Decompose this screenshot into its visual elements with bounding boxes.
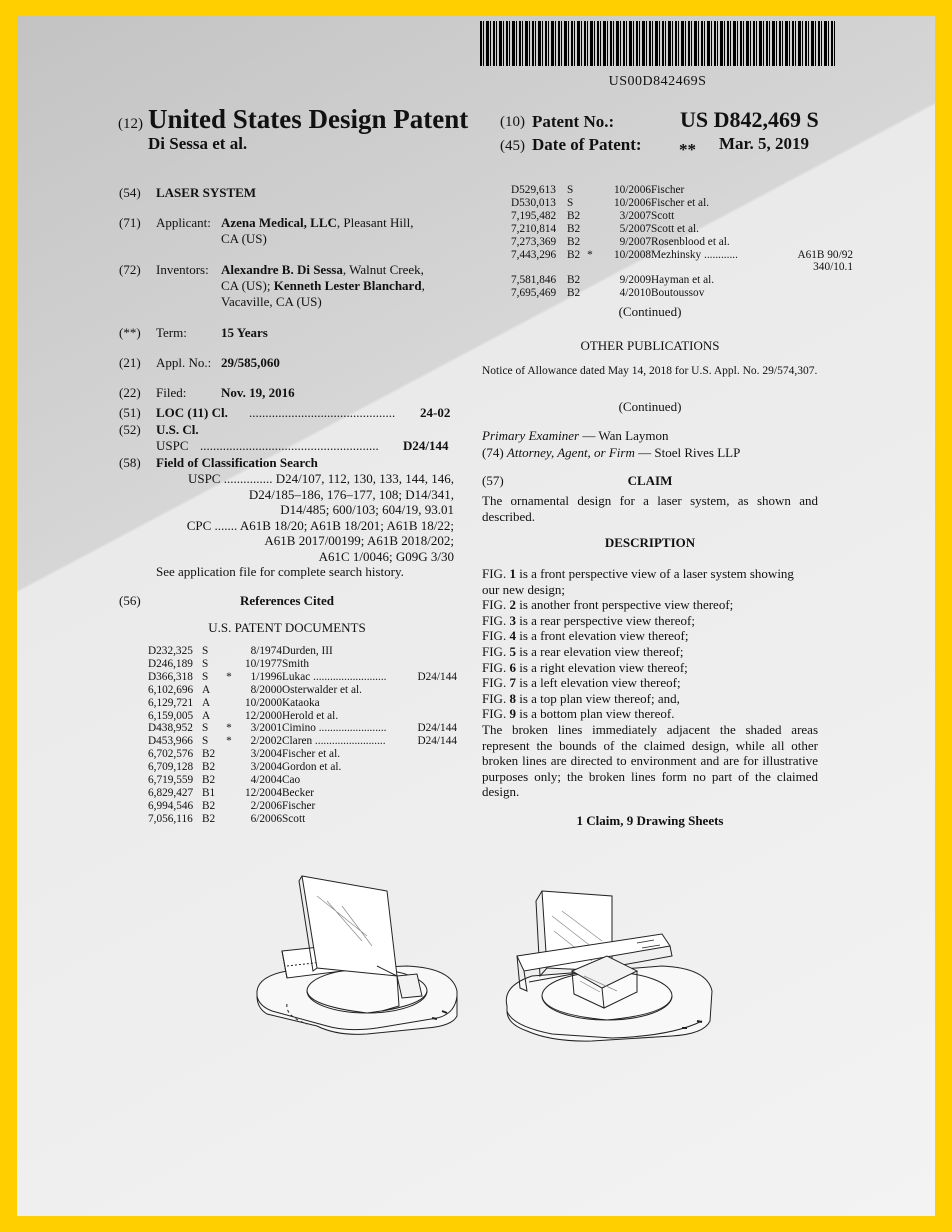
ref-number: 6,129,721	[148, 696, 194, 709]
ref-name: Osterwalder et al.	[282, 683, 362, 696]
ref-name: Cimino ........................	[282, 722, 387, 735]
ref-star	[585, 274, 595, 287]
ref-number: D232,325	[148, 645, 193, 657]
ref-date: 8/1974	[250, 645, 282, 657]
date-code: (45)	[500, 138, 525, 154]
ref-star	[585, 236, 595, 249]
us-ref-row	[148, 787, 457, 800]
examiner-line	[482, 428, 668, 444]
ref-date: 1/1996	[250, 670, 282, 683]
ref-kind: B2	[202, 761, 216, 774]
ref-name: Fischer et al.	[651, 196, 710, 209]
uscl-code: (52)	[119, 422, 141, 437]
ref-date: 9/2007	[619, 235, 651, 248]
fig-text: is a left elevation view thereof;	[515, 675, 681, 691]
ref-class	[412, 787, 457, 800]
us-ref-row	[148, 697, 457, 710]
ref-number: 7,056,116	[148, 812, 193, 825]
ref-name: Fischer et al.	[282, 748, 341, 761]
ref-date: 6/2006	[250, 812, 282, 825]
ref-kind: S	[202, 722, 209, 735]
ref-star	[220, 684, 238, 697]
fig-text: is a rear elevation view thereof;	[515, 643, 684, 659]
ref-date: 10/2006	[613, 184, 651, 196]
fig-prefix: FIG.	[482, 612, 510, 628]
ref-date: 12/2000	[244, 709, 282, 722]
us-ref-row	[148, 658, 457, 671]
ref-star	[220, 787, 238, 800]
filed-label: Filed:	[156, 385, 187, 400]
figure-item	[482, 660, 822, 676]
patent-title: LASER SYSTEM	[156, 185, 257, 200]
ref-star	[585, 197, 595, 210]
ref-star	[585, 223, 595, 236]
inventor-2-name: Kenneth Lester Blanchard	[273, 278, 422, 293]
ref-class	[793, 210, 853, 223]
ref-date: 3/2004	[250, 748, 282, 761]
ref-kind: B2	[567, 222, 581, 235]
applicant-loc2: CA (US)	[221, 231, 267, 246]
ref-kind: S	[202, 657, 209, 670]
ref-kind: B2	[202, 774, 216, 787]
ref-name: Scott	[651, 209, 675, 222]
ref-kind: B2	[567, 248, 581, 261]
ref-star	[220, 658, 238, 671]
field-line-1: D24/185–186, 176–177, 108; D14/341,	[248, 487, 454, 502]
ref-star	[585, 210, 595, 223]
fig-prefix: FIG.	[482, 628, 510, 644]
ref-name: Mezhinsky ............	[651, 248, 738, 261]
ref-star	[220, 645, 238, 658]
ref-name: Rosenblood et al.	[651, 235, 730, 248]
ref-name: Kataoka	[282, 696, 320, 709]
ref-date: 5/2007	[619, 222, 651, 235]
field-line-4: A61B 2017/00199; A61B 2018/202;	[264, 533, 454, 548]
ref-number: D530,013	[511, 196, 556, 209]
date-marker: **	[679, 140, 696, 159]
ref-class: D24/144	[417, 722, 457, 735]
more-ref-row	[511, 287, 853, 300]
ref-class	[412, 800, 457, 813]
ref-kind: A	[202, 709, 211, 722]
field-line-3: CPC ....... A61B 18/20; A61B 18/201; A61B 18/22;	[186, 518, 454, 533]
figure-item	[482, 644, 822, 660]
fig-number: 2	[509, 597, 516, 613]
more-ref-row	[511, 261, 853, 274]
examiner-name: — Wan Laymon	[579, 428, 669, 443]
figure-item	[482, 613, 822, 629]
ref-class	[793, 236, 853, 249]
fig-prefix: FIG.	[482, 675, 510, 691]
ref-kind: B1	[202, 786, 216, 799]
fig-prefix: FIG.	[482, 706, 510, 722]
ref-date: 4/2010	[619, 287, 651, 300]
inventors-label: Inventors:	[156, 262, 209, 277]
uscl-label: U.S. Cl.	[156, 422, 199, 437]
ref-class	[412, 645, 457, 658]
us-ref-row	[148, 813, 457, 826]
ref-class	[412, 684, 457, 697]
loc-dots: .............................................	[249, 405, 396, 420]
uspc-dots: .......................................................	[200, 438, 379, 453]
ref-class: D24/144	[417, 735, 457, 748]
fig-text: is a bottom plan view thereof.	[515, 706, 675, 722]
ref-class	[412, 697, 457, 710]
patent-type: United States Design Patent	[148, 104, 469, 134]
fig-text: is a rear perspective view thereof;	[515, 612, 695, 628]
loc-value: 24-02	[420, 405, 451, 420]
laser-system-drawing-rear	[492, 856, 732, 1056]
ref-kind: S	[202, 735, 209, 748]
term-label: Term:	[156, 325, 187, 340]
us-ref-row	[148, 761, 457, 774]
ref-class	[412, 761, 457, 774]
figure-item	[482, 597, 822, 613]
ref-name: Durden, III	[282, 645, 333, 657]
us-ref-row	[148, 645, 457, 658]
us-ref-row	[148, 735, 457, 748]
inventor-2-sep: ,	[421, 278, 425, 293]
ref-star	[585, 261, 595, 274]
ref-number: D366,318	[148, 670, 193, 683]
attorney-line	[482, 445, 740, 461]
ref-date	[595, 261, 651, 274]
attorney-label: Attorney, Agent, or Firm	[506, 445, 635, 460]
broken-lines-text: The broken lines immediately adjacent the shaded areas represent the bounds of the claimed design, while all other broken lines are directed to environment and are for illustrative purposes only; the broken lines form no part of the claimed design.	[482, 722, 818, 800]
field-line-6: See application file for complete search history.	[156, 564, 404, 579]
ref-class: A61B 90/92	[797, 248, 853, 261]
ref-star	[220, 813, 238, 826]
laser-system-drawing-front	[247, 856, 487, 1056]
more-ref-row	[511, 210, 853, 223]
us-docs-label: U.S. PATENT DOCUMENTS	[208, 620, 366, 635]
us-ref-row	[148, 684, 457, 697]
ref-class	[412, 658, 457, 671]
fig-prefix: FIG.	[482, 566, 510, 581]
ref-name: Scott et al.	[651, 222, 700, 235]
patent-page	[17, 16, 935, 1216]
fig-text: is another front perspective view thereof;	[515, 597, 734, 613]
ref-star: *	[226, 735, 232, 748]
figure-item	[482, 628, 822, 644]
ref-number: 6,829,427	[148, 786, 194, 799]
ref-star: *	[587, 248, 593, 261]
ref-star	[220, 800, 238, 813]
term-code: (**)	[119, 325, 141, 340]
filed-date: Nov. 19, 2016	[221, 385, 295, 400]
field-line-5: A61C 1/0046; G09G 3/30	[318, 549, 454, 564]
ref-number: 7,210,814	[511, 222, 557, 235]
loc-code: (51)	[119, 405, 141, 420]
field-line-2: D14/485; 600/103; 604/19, 93.01	[280, 502, 454, 517]
field-label: Field of Classification Search	[156, 455, 318, 470]
attorney-code: (74)	[482, 445, 504, 460]
ref-number: 7,581,846	[511, 274, 557, 287]
fig-text: is a right elevation view thereof;	[515, 659, 688, 675]
refs-label: References Cited	[240, 593, 334, 608]
patent-no-label: Patent No.:	[532, 112, 615, 131]
notice-text: Notice of Allowance dated May 14, 2018 for U.S. Appl. No. 29/574,307.	[482, 365, 818, 377]
examiner-label: Primary Examiner	[482, 428, 580, 443]
ref-star	[220, 774, 238, 787]
applicant-name: Azena Medical, LLC	[221, 215, 337, 230]
ref-date: 10/1977	[244, 657, 282, 670]
ref-class	[412, 748, 457, 761]
ref-kind: A	[202, 696, 211, 709]
ref-date: 2/2002	[250, 735, 282, 748]
ref-kind: B2	[567, 274, 581, 287]
fig-text: is a front elevation view thereof;	[515, 628, 689, 644]
ref-class	[793, 287, 853, 300]
uspc-label: USPC	[156, 438, 189, 453]
ref-date: 3/2007	[619, 209, 651, 222]
loc-label: LOC (11) Cl.	[156, 405, 228, 420]
ref-name: Lukac ..........................	[282, 670, 387, 683]
ref-class	[793, 184, 853, 197]
applicant-loc: , Pleasant Hill,	[336, 215, 414, 230]
ref-number: D246,189	[148, 657, 193, 670]
inventor-1-country: CA (US);	[221, 278, 274, 293]
us-references-table	[148, 645, 457, 826]
ref-star	[220, 697, 238, 710]
more-ref-row	[511, 236, 853, 249]
ref-name: Hayman et al.	[651, 274, 715, 287]
inventors-short: Di Sessa et al.	[148, 134, 248, 153]
ref-name: Scott	[282, 812, 306, 825]
applicant-label: Applicant:	[156, 215, 211, 230]
us-ref-row	[148, 774, 457, 787]
ref-class: 340/10.1	[813, 261, 853, 274]
ref-star: *	[226, 670, 232, 683]
ref-number: D453,966	[148, 735, 193, 748]
claim-text: The ornamental design for a laser system, as shown and described.	[482, 493, 818, 524]
barcode-image	[480, 21, 835, 66]
us-ref-row	[148, 671, 457, 684]
applicant-code: (71)	[119, 215, 141, 230]
ref-name: Fischer	[651, 184, 685, 196]
appl-number: 29/585,060	[221, 355, 280, 370]
figure-item	[482, 566, 822, 582]
ref-date: 3/2001	[250, 722, 282, 735]
ref-date: 8/2000	[250, 683, 282, 696]
us-ref-row	[148, 800, 457, 813]
ref-class	[793, 223, 853, 236]
ref-number: 7,195,482	[511, 209, 557, 222]
field-code: (58)	[119, 455, 141, 470]
figure-item	[482, 582, 822, 598]
inventor-line-2	[221, 278, 425, 294]
ref-number: 6,994,546	[148, 799, 194, 812]
ref-kind: S	[567, 184, 574, 196]
ref-number: 6,709,128	[148, 761, 194, 774]
refs-code: (56)	[119, 593, 141, 608]
ref-date: 4/2004	[250, 774, 282, 787]
ref-star	[220, 748, 238, 761]
ref-name: Herold et al.	[282, 709, 339, 722]
fig-number: 8	[509, 690, 516, 706]
patent-number: US D842,469 S	[680, 107, 819, 132]
title-code: (54)	[119, 185, 141, 200]
ref-name: Boutoussov	[651, 287, 705, 300]
ref-class	[793, 197, 853, 210]
fig-text: our new design;	[482, 581, 566, 597]
ref-date: 12/2004	[244, 786, 282, 799]
ref-kind: S	[202, 645, 209, 657]
figure-item	[482, 691, 822, 707]
ref-date: 10/2000	[244, 696, 282, 709]
inventors-code: (72)	[119, 262, 141, 277]
more-ref-row	[511, 249, 853, 262]
ref-number: 6,702,576	[148, 748, 194, 761]
ref-name: Smith	[282, 657, 309, 670]
appl-code: (21)	[119, 355, 141, 370]
inventor-line-3: Vacaville, CA (US)	[221, 294, 322, 309]
fig-text: is a top plan view thereof; and,	[515, 690, 680, 706]
us-ref-row	[148, 722, 457, 735]
more-ref-row	[511, 184, 853, 197]
ref-name: Claren .........................	[282, 735, 386, 748]
fig-prefix: FIG.	[482, 659, 510, 675]
ref-name: Gordon et al.	[282, 761, 342, 774]
fig-prefix: FIG.	[482, 643, 510, 659]
fig-number: 7	[509, 675, 516, 691]
fig-number: 9	[509, 706, 516, 722]
ref-kind: B2	[202, 799, 216, 812]
ref-date: 9/2009	[619, 274, 651, 287]
ref-kind: S	[202, 670, 209, 683]
figure-item	[482, 675, 822, 691]
fig-number: 3	[509, 612, 516, 628]
ref-number: D438,952	[148, 722, 193, 735]
description-label: DESCRIPTION	[604, 535, 696, 550]
inventor-line-1	[221, 262, 424, 278]
ref-star: *	[226, 722, 232, 735]
ref-number: 6,719,559	[148, 774, 194, 787]
ref-name	[651, 261, 793, 274]
ref-kind	[567, 261, 585, 274]
ref-kind: B2	[202, 812, 216, 825]
more-ref-row	[511, 197, 853, 210]
ref-class	[412, 813, 457, 826]
claim-code: (57)	[482, 473, 504, 488]
claims-count: 1 Claim, 9 Drawing Sheets	[576, 813, 724, 828]
inventor-1-name: Alexandre B. Di Sessa	[221, 262, 343, 277]
ref-kind: S	[567, 196, 574, 209]
ref-number: 7,443,296	[511, 248, 557, 261]
attorney-name: — Stoel Rives LLP	[634, 445, 741, 460]
claim-label: CLAIM	[627, 473, 673, 488]
continued-1: (Continued)	[618, 304, 682, 319]
inventor-1-loc: , Walnut Creek,	[342, 262, 424, 277]
ref-date: 3/2004	[250, 761, 282, 774]
fig-prefix: FIG.	[482, 690, 510, 706]
continued-2: (Continued)	[618, 399, 682, 414]
type-code: (12)	[118, 116, 143, 132]
ref-date: 10/2006	[613, 196, 651, 209]
ref-date: 2/2006	[250, 799, 282, 812]
ref-star	[585, 287, 595, 300]
fig-number: 4	[509, 628, 516, 644]
more-ref-row	[511, 223, 853, 236]
patent-no-code: (10)	[500, 114, 525, 130]
ref-kind: B2	[567, 235, 581, 248]
applicant-line	[221, 215, 413, 231]
fig-number: 5	[509, 643, 516, 659]
date-label: Date of Patent:	[532, 135, 642, 154]
ref-number	[511, 261, 567, 274]
fig-number: 1	[509, 566, 516, 581]
figure-item	[482, 706, 822, 722]
ref-class	[412, 774, 457, 787]
ref-name: Becker	[282, 786, 314, 799]
figure-list	[482, 566, 822, 722]
fig-prefix: FIG.	[482, 597, 510, 613]
ref-class: D24/144	[417, 670, 457, 683]
ref-star	[585, 184, 595, 197]
ref-name: Cao	[282, 774, 301, 787]
barcode-number: US00D842469S	[608, 74, 707, 89]
ref-kind: A	[202, 683, 211, 696]
ref-class	[412, 710, 457, 723]
ref-kind: B2	[567, 287, 581, 300]
term-value: 15 Years	[221, 325, 268, 340]
ref-kind: B2	[202, 748, 216, 761]
ref-number: D529,613	[511, 184, 556, 196]
ref-number: 6,102,696	[148, 683, 194, 696]
ref-name: Fischer	[282, 799, 316, 812]
us-ref-row	[148, 710, 457, 723]
other-pubs-label: OTHER PUBLICATIONS	[580, 338, 720, 353]
ref-number: 7,695,469	[511, 287, 557, 300]
field-line-0: USPC ............... D24/107, 112, 130, 133, 144, 146,	[187, 471, 454, 486]
ref-number: 6,159,005	[148, 709, 194, 722]
more-ref-row	[511, 274, 853, 287]
ref-date: 10/2008	[613, 248, 651, 261]
fig-text: is a front perspective view of a laser system showing	[515, 566, 794, 581]
us-ref-row	[148, 748, 457, 761]
uspc-value: D24/144	[403, 438, 449, 453]
fig-number: 6	[509, 659, 516, 675]
more-references-table	[511, 184, 853, 300]
filed-code: (22)	[119, 385, 141, 400]
ref-star	[220, 710, 238, 723]
ref-class	[793, 274, 853, 287]
ref-star	[220, 761, 238, 774]
appl-label: Appl. No.:	[156, 355, 212, 370]
ref-kind: B2	[567, 209, 581, 222]
patent-date: Mar. 5, 2019	[719, 134, 810, 153]
ref-number: 7,273,369	[511, 235, 557, 248]
